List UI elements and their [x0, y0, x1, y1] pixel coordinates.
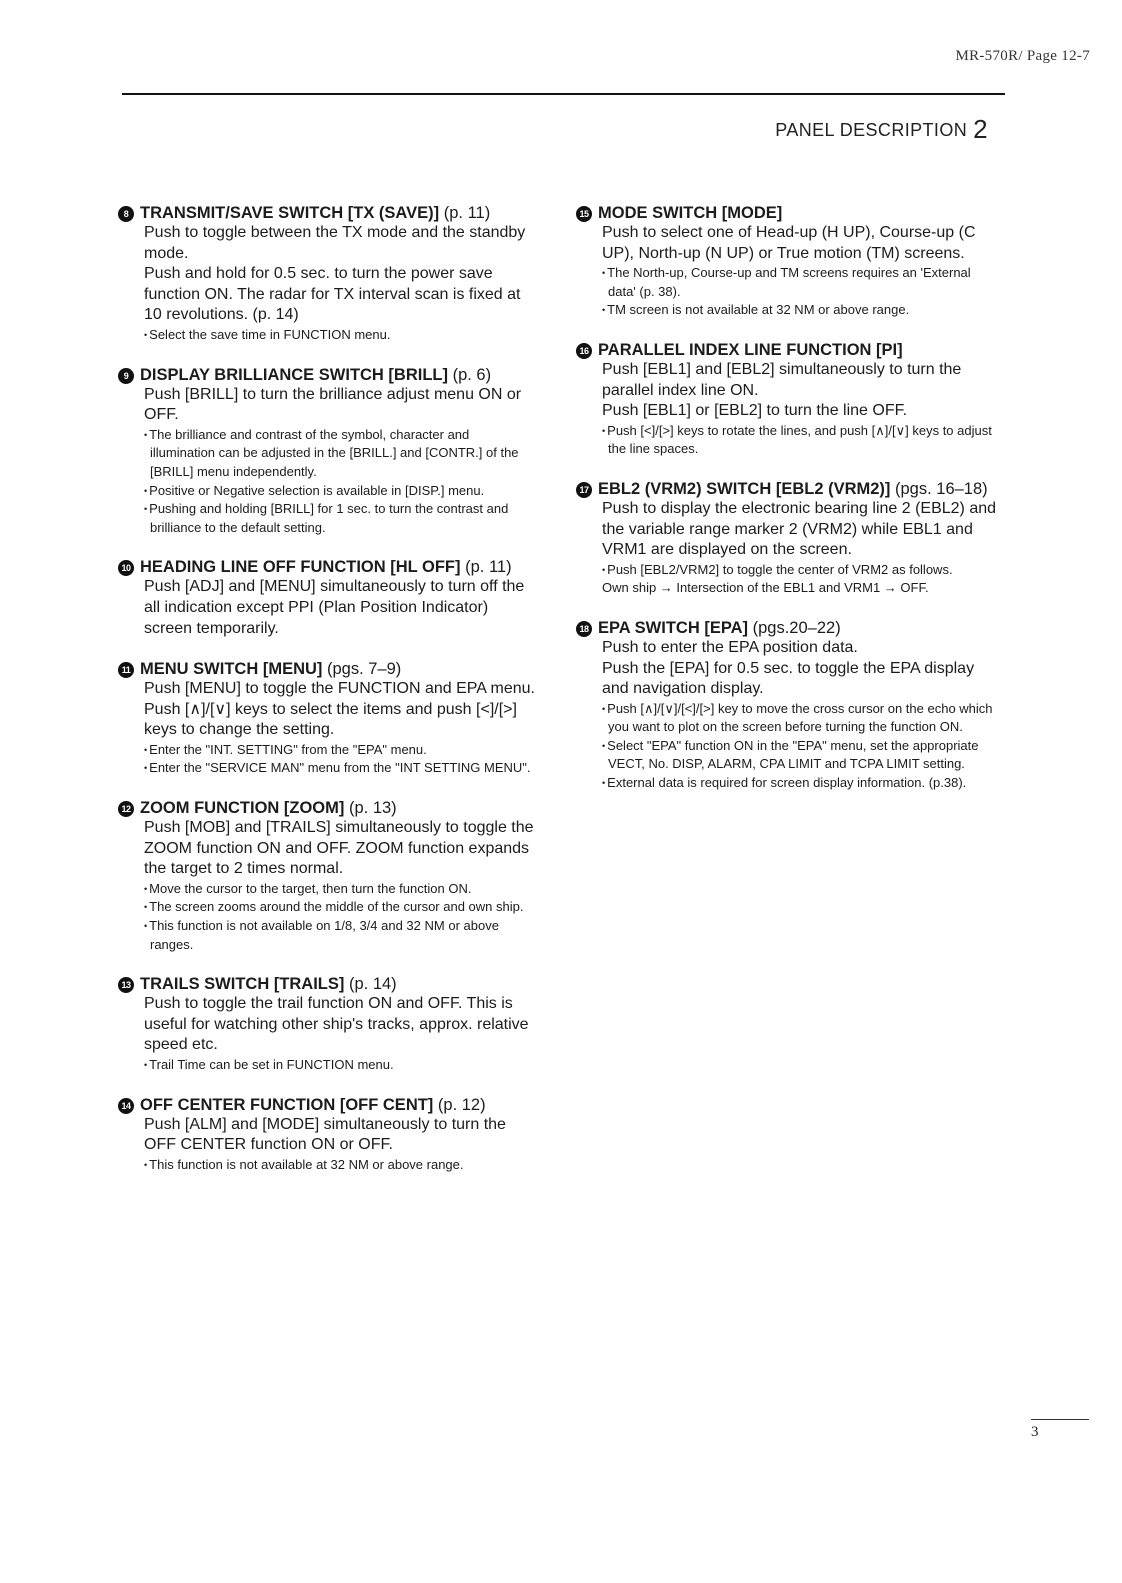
- item-block: [576, 618, 996, 793]
- bullet-note: • The North-up, Course-up and TM screens requires an 'External data' (p. 38).: [602, 264, 996, 301]
- item-block: [118, 365, 536, 538]
- description-text: Push [BRILL] to turn the brilliance adjust menu ON or OFF.: [144, 385, 522, 424]
- item-body: [144, 818, 536, 954]
- description-text: Push to toggle the trail function ON and OFF. This is useful for watching other ship's tracks, approx. relative speed etc.: [144, 995, 529, 1054]
- item-body: [144, 1115, 536, 1175]
- item-title: [118, 557, 536, 577]
- page-reference: (pgs. 7–9): [327, 660, 402, 679]
- description-text: Push to enter the EPA position data.: [602, 638, 858, 656]
- left-column: [118, 203, 536, 1194]
- item-block: [576, 203, 996, 320]
- item-title: [118, 659, 536, 679]
- item-number-badge: 8: [118, 206, 134, 222]
- bullet-note: • The screen zooms around the middle of the cursor and own ship.: [144, 898, 536, 917]
- item-heading: EPA SWITCH [EPA]: [598, 618, 749, 637]
- page-reference: (p. 13): [348, 799, 397, 818]
- item-heading: TRAILS SWITCH [TRAILS]: [140, 975, 345, 994]
- section-number: 2: [973, 114, 988, 144]
- sequence-note: Own ship → Intersection of the EBL1 and VRM1 → OFF.: [602, 580, 929, 596]
- bullet-note: • Push [∧]/[∨]/[<]/[>] key to move the cross cursor on the echo which you want to plot on the screen before turning the function ON.: [602, 700, 996, 737]
- page-reference: (p. 6): [452, 365, 492, 384]
- item-block: [118, 1095, 536, 1175]
- item-title: [118, 798, 536, 818]
- item-title: [576, 479, 996, 499]
- description-text: Push the [EPA] for 0.5 sec. to toggle the EPA display and navigation display.: [602, 659, 975, 698]
- item-body: [144, 994, 536, 1074]
- right-column: [576, 203, 996, 813]
- fax-header: MR-570R/ Page 12-7: [955, 48, 1090, 64]
- item-title: [118, 1095, 536, 1115]
- item-body: [602, 360, 996, 459]
- item-body: [144, 679, 536, 778]
- description-text: Push [ADJ] and [MENU] simultaneously to turn off the all indication except PPI (Plan Position Indicator) screen temporarily.: [144, 578, 525, 637]
- description-text: Push [MENU] to toggle the FUNCTION and EPA menu. Push [∧]/[∨] keys to select the items and push [<]/[>] keys to change the setting.: [144, 680, 535, 739]
- page-reference: (p. 12): [437, 1095, 486, 1114]
- bullet-note: • Positive or Negative selection is available in [DISP.] menu.: [144, 482, 536, 501]
- item-heading: TRANSMIT/SAVE SWITCH [TX (SAVE)]: [140, 204, 440, 222]
- item-title: [118, 365, 536, 385]
- bullet-note: • Enter the "INT. SETTING" from the "EPA" menu.: [144, 741, 536, 760]
- item-title: [118, 974, 536, 994]
- bullet-note: • Enter the "SERVICE MAN" menu from the "INT SETTING MENU".: [144, 759, 536, 778]
- item-block: [118, 203, 536, 345]
- item-title: [576, 618, 996, 638]
- description-text: Push to toggle between the TX mode and the standby mode.: [144, 224, 526, 262]
- section-title: PANEL DESCRIPTION: [775, 120, 968, 140]
- item-body: [602, 223, 996, 320]
- bullet-note: • This function is not available at 32 NM or above range.: [144, 1156, 536, 1175]
- bullet-note: • Select the save time in FUNCTION menu.: [144, 326, 536, 345]
- item-heading: ZOOM FUNCTION [ZOOM]: [140, 799, 345, 818]
- header-rule: [122, 93, 1005, 95]
- page-number: 3: [1031, 1424, 1039, 1440]
- description-text: Push to select one of Head-up (H UP), Course-up (C UP), North-up (N UP) or True motion (TM) screens.: [602, 224, 976, 262]
- item-number-badge: 14: [118, 1098, 134, 1114]
- page-reference: (pgs.20–22): [752, 618, 841, 637]
- item-title: [576, 340, 996, 360]
- item-number-badge: 12: [118, 801, 134, 817]
- item-block: [576, 479, 996, 598]
- item-heading: MODE SWITCH [MODE]: [598, 204, 783, 222]
- item-body: [144, 577, 536, 639]
- bullet-note: • This function is not available on 1/8, 3/4 and 32 NM or above ranges.: [144, 917, 536, 954]
- item-heading: MENU SWITCH [MENU]: [140, 660, 323, 679]
- item-block: [118, 557, 536, 639]
- description-text: Push [EBL1] and [EBL2] simultaneously to turn the parallel index line ON.: [602, 360, 962, 399]
- description-text: Push and hold for 0.5 sec. to turn the power save function ON. The radar for TX interval scan is fixed at 10 revolutions. (p. 14): [144, 265, 521, 324]
- bullet-note: • Select "EPA" function ON in the "EPA" menu, set the appropriate VECT, No. DISP, ALARM, CPA LIMIT and TCPA LIMIT setting.: [602, 737, 996, 774]
- item-block: [576, 340, 996, 459]
- description-text: Push to display the electronic bearing line 2 (EBL2) and the variable range marker 2 (VRM2) while EBL1 and VRM1 are displayed on the screen.: [602, 499, 997, 559]
- item-number-badge: 11: [118, 662, 134, 678]
- bullet-note: • Move the cursor to the target, then turn the function ON.: [144, 880, 536, 899]
- bullet-note: • Trail Time can be set in FUNCTION menu.: [144, 1056, 536, 1075]
- page-reference: (p. 11): [443, 204, 491, 222]
- description-text: Push [MOB] and [TRAILS] simultaneously to toggle the ZOOM function ON and OFF. ZOOM function expands the target to 2 times normal.: [144, 819, 534, 878]
- item-body: [144, 223, 536, 345]
- item-body: [602, 499, 996, 598]
- bullet-note: • TM screen is not available at 32 NM or above range.: [602, 301, 996, 320]
- item-number-badge: 13: [118, 977, 134, 993]
- section-header: [775, 114, 988, 145]
- item-number-badge: 9: [118, 368, 134, 384]
- description-text: Push [ALM] and [MODE] simultaneously to turn the OFF CENTER function ON or OFF.: [144, 1115, 506, 1154]
- item-number-badge: 18: [576, 621, 592, 637]
- page-reference: (pgs. 16–18): [895, 479, 988, 498]
- bullet-note: • Push [EBL2/VRM2] to toggle the center of VRM2 as follows.: [602, 561, 996, 580]
- bullet-note: • Pushing and holding [BRILL] for 1 sec. to turn the contrast and brilliance to the default setting.: [144, 500, 536, 537]
- item-title: [576, 203, 996, 223]
- item-heading: PARALLEL INDEX LINE FUNCTION [PI]: [598, 340, 903, 359]
- bullet-note: • Push [<]/[>] keys to rotate the lines, and push [∧]/[∨] keys to adjust the line spaces.: [602, 422, 996, 459]
- item-number-badge: 16: [576, 343, 592, 359]
- item-number-badge: 10: [118, 560, 134, 576]
- item-heading: HEADING LINE OFF FUNCTION [HL OFF]: [140, 558, 461, 577]
- page-reference: (p. 11): [465, 558, 512, 577]
- description-text: Push [EBL1] or [EBL2] to turn the line OFF.: [602, 402, 908, 420]
- item-block: [118, 974, 536, 1074]
- item-heading: OFF CENTER FUNCTION [OFF CENT]: [140, 1095, 434, 1114]
- footer-rule: [1031, 1419, 1089, 1420]
- item-heading: DISPLAY BRILLIANCE SWITCH [BRILL]: [140, 365, 448, 384]
- item-body: [144, 385, 536, 538]
- item-number-badge: 17: [576, 482, 592, 498]
- item-number-badge: 15: [576, 206, 592, 222]
- item-block: [118, 659, 536, 778]
- item-title: [118, 203, 536, 223]
- page-reference: (p. 14): [348, 975, 397, 994]
- bullet-note: • External data is required for screen display information. (p.38).: [602, 774, 996, 793]
- item-body: [602, 638, 996, 793]
- item-heading: EBL2 (VRM2) SWITCH [EBL2 (VRM2)]: [598, 479, 891, 498]
- item-block: [118, 798, 536, 954]
- bullet-note: • The brilliance and contrast of the symbol, character and illumination can be adjusted in the [BRILL.] and [CONTR.] of the [BRILL] menu independently.: [144, 426, 536, 482]
